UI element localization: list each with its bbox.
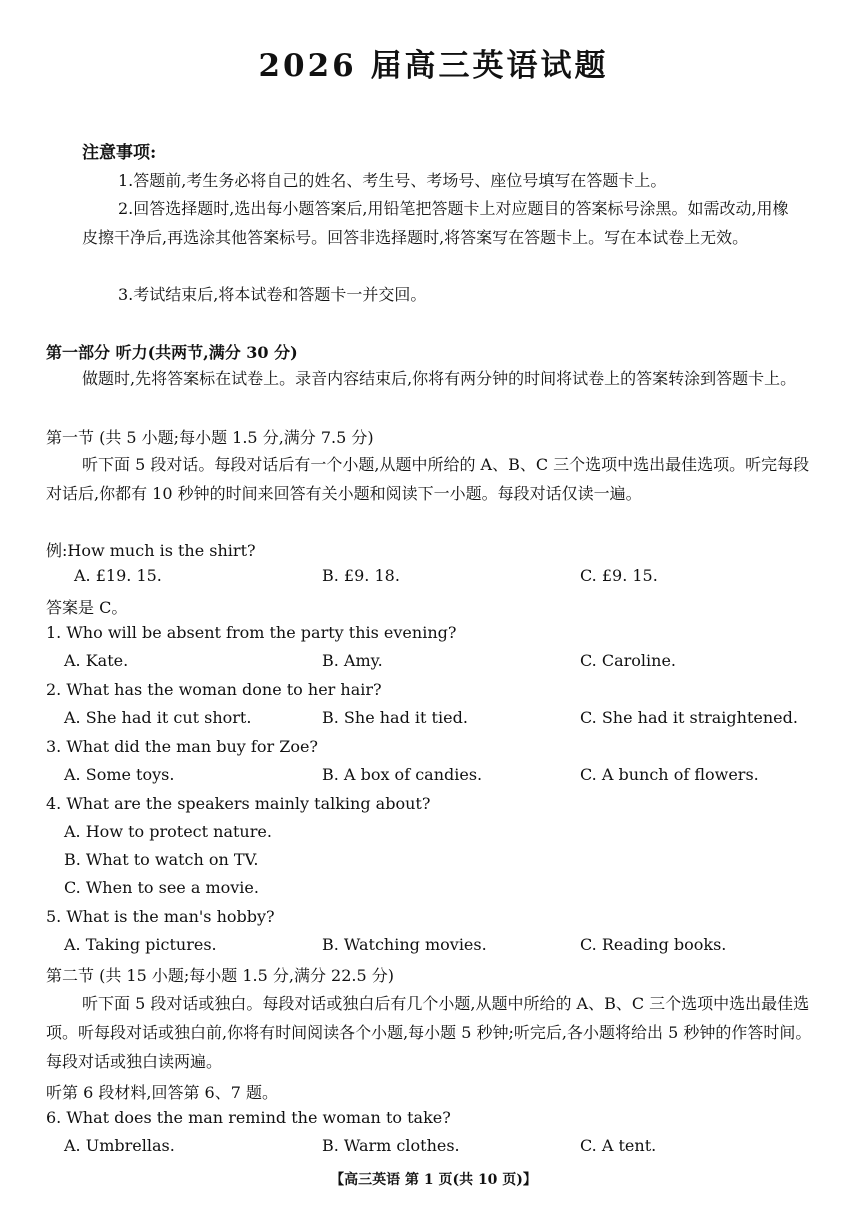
q4-option-a: A. How to protect nature. [64, 822, 272, 841]
section1-heading: 第一节 (共 5 小题;每小题 1.5 分,满分 7.5 分) [46, 428, 374, 447]
part1-instruction: 做题时,先将答案标在试卷上。录音内容结束后,你将有两分钟的时间将试卷上的答案转涂到答题卡上。 [82, 369, 797, 388]
q6-option-a: A. Umbrellas. [64, 1136, 175, 1155]
q1-option-c: C. Caroline. [580, 651, 676, 670]
q5-option-b: B. Watching movies. [322, 935, 487, 954]
q2-option-a: A. She had it cut short. [64, 708, 252, 727]
q5-option-a: A. Taking pictures. [64, 935, 217, 954]
q4-option-c: C. When to see a movie. [64, 878, 259, 897]
q4-option-b: B. What to watch on TV. [64, 850, 259, 869]
example-option-c: C. £9. 15. [580, 566, 658, 585]
section2-instruction: 听下面 5 段对话或独白。每段对话或独白后有几个小题,从题中所给的 A、B、C 三个选项中选出最佳选项。听每段对话或独白前,你将有时间阅读各个小题,每小题 5 秒钟;听完后,各小题将给出 5 秒钟的作答时间。每段对话或独白读两遍。 [46, 994, 812, 1071]
q1-option-b: B. Amy. [322, 651, 383, 670]
question-5: 5. What is the man's hobby? [46, 907, 275, 926]
question-4: 4. What are the speakers mainly talking about? [46, 794, 431, 813]
q2-option-b: B. She had it tied. [322, 708, 468, 727]
example-option-b: B. £9. 18. [322, 566, 400, 585]
part1-heading: 第一部分 听力(共两节,满分 30 分) [46, 343, 298, 362]
q3-option-c: C. A bunch of flowers. [580, 765, 759, 784]
q2-option-c: C. She had it straightened. [580, 708, 798, 727]
example-answer: 答案是 C。 [46, 598, 128, 617]
notice-item-2: 2.回答选择题时,选出每小题答案后,用铅笔把答题卡上对应题目的答案标号涂黑。如需改动,用橡皮擦干净后,再选涂其他答案标号。回答非选择题时,将答案写在答题卡上。写在本试卷上无效。 [82, 199, 789, 247]
q5-option-c: C. Reading books. [580, 935, 727, 954]
section1-instruction: 听下面 5 段对话。每段对话后有一个小题,从题中所给的 A、B、C 三个选项中选出最佳选项。听完每段对话后,你都有 10 秒钟的时间来回答有关小题和阅读下一小题。每段对话仅读一遍。 [46, 455, 810, 503]
section2-material: 听第 6 段材料,回答第 6、7 题。 [46, 1083, 278, 1102]
question-1: 1. Who will be absent from the party this evening? [46, 623, 457, 642]
notice-heading: 注意事项: [82, 143, 157, 163]
question-2: 2. What has the woman done to her hair? [46, 680, 382, 699]
page-title: 2026 届高三英语试题 [258, 48, 609, 84]
page-footer: 【高三英语 第 1 页(共 10 页)】 [330, 1172, 537, 1188]
example-option-a: A. £19. 15. [74, 566, 162, 585]
question-3: 3. What did the man buy for Zoe? [46, 737, 318, 756]
q6-option-c: C. A tent. [580, 1136, 657, 1155]
q1-option-a: A. Kate. [64, 651, 129, 670]
q3-option-b: B. A box of candies. [322, 765, 483, 784]
notice-item-3: 3.考试结束后,将本试卷和答题卡一并交回。 [118, 285, 427, 304]
example-question: 例:How much is the shirt? [46, 541, 256, 560]
q3-option-a: A. Some toys. [64, 765, 175, 784]
section2-heading: 第二节 (共 15 小题;每小题 1.5 分,满分 22.5 分) [46, 966, 394, 985]
question-6: 6. What does the man remind the woman to take? [46, 1108, 451, 1127]
notice-item-1: 1.答题前,考生务必将自己的姓名、考生号、考场号、座位号填写在答题卡上。 [118, 171, 667, 190]
q6-option-b: B. Warm clothes. [322, 1136, 460, 1155]
